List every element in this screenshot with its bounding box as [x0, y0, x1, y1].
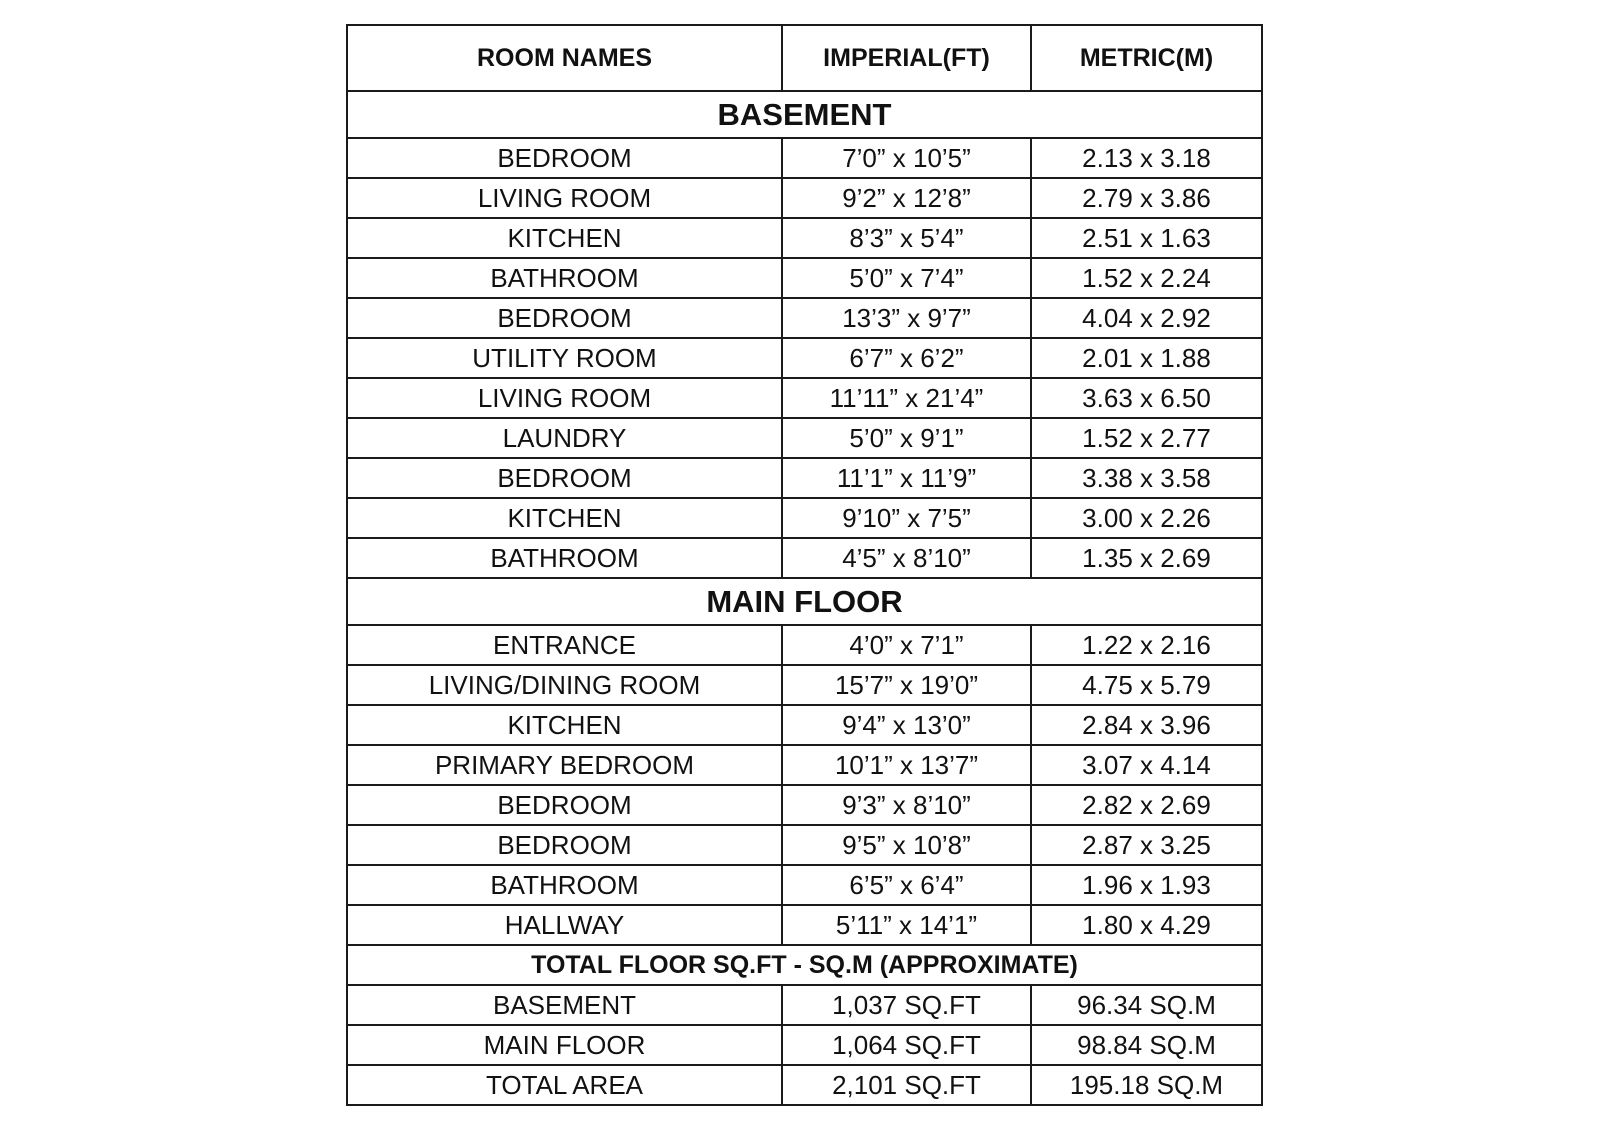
- imperial-size: 9’2” x 12’8”: [782, 178, 1031, 218]
- header-room-names: ROOM NAMES: [347, 25, 782, 91]
- section-totals: [347, 945, 1262, 985]
- table-row: [347, 498, 1262, 538]
- room-name: BATHROOM: [347, 865, 782, 905]
- area-sqm: 96.34 SQ.M: [1031, 985, 1262, 1025]
- table-row: [347, 985, 1262, 1025]
- metric-size: 2.82 x 2.69: [1031, 785, 1262, 825]
- table-row: [347, 1065, 1262, 1105]
- table-row: [347, 745, 1262, 785]
- metric-size: 2.13 x 3.18: [1031, 138, 1262, 178]
- table-row: [347, 705, 1262, 745]
- metric-size: 3.63 x 6.50: [1031, 378, 1262, 418]
- metric-size: 2.84 x 3.96: [1031, 705, 1262, 745]
- floor-name: BASEMENT: [347, 985, 782, 1025]
- table-row: [347, 538, 1262, 578]
- metric-size: 1.80 x 4.29: [1031, 905, 1262, 945]
- imperial-size: 4’5” x 8’10”: [782, 538, 1031, 578]
- floor-name: TOTAL AREA: [347, 1065, 782, 1105]
- imperial-size: 11’11” x 21’4”: [782, 378, 1031, 418]
- table-row: [347, 178, 1262, 218]
- area-sqft: 1,037 SQ.FT: [782, 985, 1031, 1025]
- room-name: KITCHEN: [347, 218, 782, 258]
- imperial-size: 8’3” x 5’4”: [782, 218, 1031, 258]
- room-name: BEDROOM: [347, 298, 782, 338]
- metric-size: 1.22 x 2.16: [1031, 625, 1262, 665]
- room-name: BEDROOM: [347, 138, 782, 178]
- imperial-size: 13’3” x 9’7”: [782, 298, 1031, 338]
- imperial-size: 10’1” x 13’7”: [782, 745, 1031, 785]
- table-header-row: [347, 25, 1262, 91]
- imperial-size: 15’7” x 19’0”: [782, 665, 1031, 705]
- metric-size: 1.35 x 2.69: [1031, 538, 1262, 578]
- table-row: [347, 785, 1262, 825]
- imperial-size: 5’0” x 9’1”: [782, 418, 1031, 458]
- table-row: [347, 378, 1262, 418]
- metric-size: 3.38 x 3.58: [1031, 458, 1262, 498]
- table-row: [347, 825, 1262, 865]
- header-imperial: IMPERIAL(FT): [782, 25, 1031, 91]
- section-title-basement: BASEMENT: [347, 91, 1262, 138]
- table-row: [347, 905, 1262, 945]
- metric-size: 1.96 x 1.93: [1031, 865, 1262, 905]
- metric-size: 2.87 x 3.25: [1031, 825, 1262, 865]
- metric-size: 2.01 x 1.88: [1031, 338, 1262, 378]
- table-row: [347, 298, 1262, 338]
- table-row: [347, 665, 1262, 705]
- metric-size: 2.51 x 1.63: [1031, 218, 1262, 258]
- metric-size: 2.79 x 3.86: [1031, 178, 1262, 218]
- room-name: LAUNDRY: [347, 418, 782, 458]
- table-row: [347, 138, 1262, 178]
- floor-name: MAIN FLOOR: [347, 1025, 782, 1065]
- room-name: ENTRANCE: [347, 625, 782, 665]
- imperial-size: 11’1” x 11’9”: [782, 458, 1031, 498]
- imperial-size: 6’5” x 6’4”: [782, 865, 1031, 905]
- imperial-size: 5’11” x 14’1”: [782, 905, 1031, 945]
- imperial-size: 9’4” x 13’0”: [782, 705, 1031, 745]
- imperial-size: 4’0” x 7’1”: [782, 625, 1031, 665]
- section-main-floor: [347, 578, 1262, 625]
- room-name: HALLWAY: [347, 905, 782, 945]
- table-row: [347, 865, 1262, 905]
- room-name: BEDROOM: [347, 825, 782, 865]
- header-metric: METRIC(M): [1031, 25, 1262, 91]
- area-sqm: 98.84 SQ.M: [1031, 1025, 1262, 1065]
- room-name: KITCHEN: [347, 498, 782, 538]
- room-name: KITCHEN: [347, 705, 782, 745]
- imperial-size: 6’7” x 6’2”: [782, 338, 1031, 378]
- room-name: PRIMARY BEDROOM: [347, 745, 782, 785]
- room-name: LIVING ROOM: [347, 378, 782, 418]
- room-name: LIVING/DINING ROOM: [347, 665, 782, 705]
- area-sqft: 2,101 SQ.FT: [782, 1065, 1031, 1105]
- room-name: BATHROOM: [347, 258, 782, 298]
- table-row: [347, 458, 1262, 498]
- room-name: BEDROOM: [347, 785, 782, 825]
- metric-size: 1.52 x 2.24: [1031, 258, 1262, 298]
- room-name: BATHROOM: [347, 538, 782, 578]
- imperial-size: 9’3” x 8’10”: [782, 785, 1031, 825]
- table-row: [347, 258, 1262, 298]
- table-row: [347, 625, 1262, 665]
- imperial-size: 9’10” x 7’5”: [782, 498, 1031, 538]
- metric-size: 1.52 x 2.77: [1031, 418, 1262, 458]
- metric-size: 4.75 x 5.79: [1031, 665, 1262, 705]
- area-sqft: 1,064 SQ.FT: [782, 1025, 1031, 1065]
- area-sqm: 195.18 SQ.M: [1031, 1065, 1262, 1105]
- room-name: UTILITY ROOM: [347, 338, 782, 378]
- imperial-size: 5’0” x 7’4”: [782, 258, 1031, 298]
- table-row: [347, 218, 1262, 258]
- room-name: LIVING ROOM: [347, 178, 782, 218]
- section-title-totals: TOTAL FLOOR SQ.FT - SQ.M (APPROXIMATE): [347, 945, 1262, 985]
- metric-size: 3.07 x 4.14: [1031, 745, 1262, 785]
- section-basement: [347, 91, 1262, 138]
- room-name: BEDROOM: [347, 458, 782, 498]
- imperial-size: 9’5” x 10’8”: [782, 825, 1031, 865]
- metric-size: 3.00 x 2.26: [1031, 498, 1262, 538]
- table-row: [347, 338, 1262, 378]
- room-dimensions-table: [346, 24, 1263, 1106]
- table-row: [347, 418, 1262, 458]
- table-row: [347, 1025, 1262, 1065]
- imperial-size: 7’0” x 10’5”: [782, 138, 1031, 178]
- metric-size: 4.04 x 2.92: [1031, 298, 1262, 338]
- section-title-main-floor: MAIN FLOOR: [347, 578, 1262, 625]
